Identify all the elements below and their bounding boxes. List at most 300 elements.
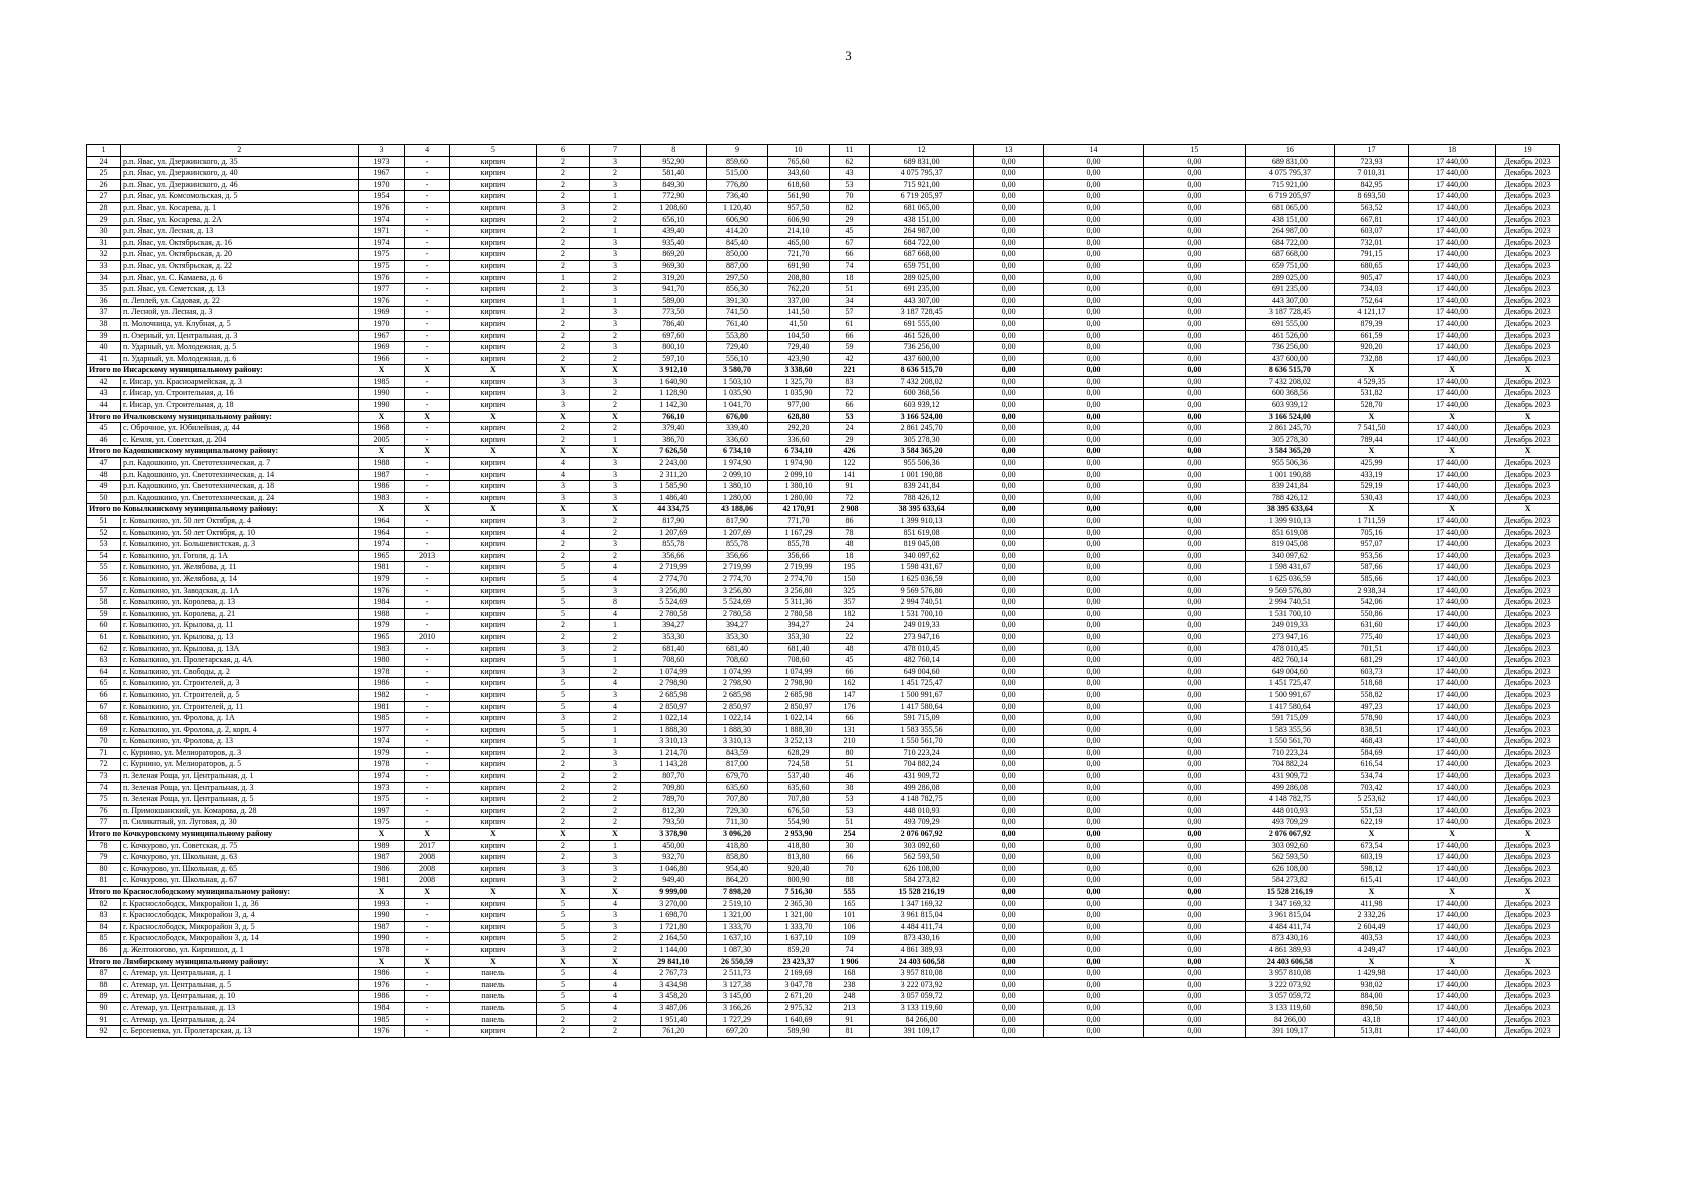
table-cell: 0,00 (974, 353, 1044, 365)
subtotal-cell: 0,00 (1143, 887, 1245, 899)
table-cell: 17 440,00 (1409, 527, 1496, 539)
table-cell: 3 961 815,04 (870, 910, 974, 922)
table-cell: 38 (87, 318, 121, 330)
table-cell: 443 307,00 (870, 295, 974, 307)
table-cell: 17 440,00 (1409, 782, 1496, 794)
table-cell: 772,90 (640, 191, 706, 203)
table-cell: - (405, 156, 450, 168)
table-cell: 0,00 (1143, 747, 1245, 759)
table-cell: 3 458,20 (640, 991, 706, 1003)
table-cell: г. Ковылкино, ул. 50 лет Октября, д. 4 (120, 516, 358, 528)
table-cell: 603,19 (1334, 852, 1408, 864)
table-cell: Декабрь 2023 (1496, 840, 1560, 852)
table-cell: 5 (536, 724, 589, 736)
table-cell: 86 (829, 516, 869, 528)
subtotal-cell: 0,00 (1143, 829, 1245, 841)
table-cell: 0,00 (1143, 527, 1245, 539)
subtotal-row (87, 504, 1560, 516)
table-cell: 800,90 (768, 875, 830, 887)
table-cell: 0,00 (1044, 284, 1144, 296)
table-cell: 72 (829, 492, 869, 504)
table-cell: 131 (829, 724, 869, 736)
table-cell: 17 440,00 (1409, 376, 1496, 388)
table-cell: 1 727,29 (706, 1014, 768, 1026)
table-cell: 1 022,14 (706, 713, 768, 725)
subtotal-cell: 3 096,20 (706, 829, 768, 841)
subtotal-cell: X (449, 411, 536, 423)
table-cell: 0,00 (1044, 353, 1144, 365)
table-cell: 1 001 190,88 (870, 469, 974, 481)
table-cell: 0,00 (1143, 782, 1245, 794)
subtotal-cell: 8 636 515,70 (1245, 365, 1334, 377)
table-cell: - (405, 191, 450, 203)
table-cell: 584 273,82 (1245, 875, 1334, 887)
table-cell: 1 583 355,56 (1245, 724, 1334, 736)
subtotal-cell: X (536, 411, 589, 423)
table-cell: - (405, 376, 450, 388)
table-cell: 17 440,00 (1409, 1026, 1496, 1038)
table-cell: р.п. Явас, ул. Косарева, д. 1 (120, 202, 358, 214)
table-cell: 1954 (358, 191, 405, 203)
column-number-cell: 18 (1409, 145, 1496, 157)
table-cell: Декабрь 2023 (1496, 539, 1560, 551)
table-cell: 1982 (358, 689, 405, 701)
table-cell: 776,80 (706, 179, 768, 191)
table-cell: 423,90 (768, 353, 830, 365)
table-cell: 425,99 (1334, 458, 1408, 470)
table-cell: 0,00 (1143, 991, 1245, 1003)
subtotal-cell: X (1496, 446, 1560, 458)
table-cell: 0,00 (974, 226, 1044, 238)
subtotal-cell: 2 953,90 (768, 829, 830, 841)
table-cell: 0,00 (974, 794, 1044, 806)
table-cell: 4 529,35 (1334, 376, 1408, 388)
table-cell: р.п. Явас, ул. Октябрьская, д. 16 (120, 237, 358, 249)
table-cell: 1 (589, 295, 640, 307)
table-cell: п. Озерный, ул. Центральная, д. 3 (120, 330, 358, 342)
table-cell: 17 440,00 (1409, 631, 1496, 643)
table-cell: 75 (87, 794, 121, 806)
table-cell: 817,90 (640, 516, 706, 528)
table-cell: 394,27 (640, 620, 706, 632)
table-cell: - (405, 168, 450, 180)
table-cell: 17 440,00 (1409, 747, 1496, 759)
table-cell: 0,00 (1044, 1002, 1144, 1014)
table-cell: - (405, 516, 450, 528)
table-cell: 5 (536, 979, 589, 991)
table-cell: 9 569 576,80 (1245, 585, 1334, 597)
table-cell: Декабрь 2023 (1496, 817, 1560, 829)
table-cell: 676,50 (768, 805, 830, 817)
table-cell: 0,00 (974, 979, 1044, 991)
table-cell: - (405, 898, 450, 910)
table-cell: 17 440,00 (1409, 805, 1496, 817)
table-cell: 703,42 (1334, 782, 1408, 794)
table-cell: 1986 (358, 481, 405, 493)
table-cell: 165 (829, 898, 869, 910)
table-cell: 622,19 (1334, 817, 1408, 829)
table-cell: Декабрь 2023 (1496, 388, 1560, 400)
table-cell: 4 075 795,37 (870, 168, 974, 180)
subtotal-cell: X (358, 887, 405, 899)
table-cell: 379,40 (640, 423, 706, 435)
table-cell: Декабрь 2023 (1496, 295, 1560, 307)
table-cell: 3 (536, 666, 589, 678)
table-row (87, 481, 1560, 493)
table-cell: 4 (589, 968, 640, 980)
table-cell: 949,40 (640, 875, 706, 887)
table-cell: - (405, 979, 450, 991)
table-cell: Декабрь 2023 (1496, 713, 1560, 725)
table-cell: 391 109,17 (1245, 1026, 1334, 1038)
table-row (87, 689, 1560, 701)
table-cell: р.п. Явас, ул. Комсомольская, д. 5 (120, 191, 358, 203)
table-row (87, 284, 1560, 296)
subtotal-cell: X (449, 956, 536, 968)
table-cell: 851 619,08 (1245, 527, 1334, 539)
table-cell: 2 (536, 550, 589, 562)
subtotal-cell: 0,00 (1044, 446, 1144, 458)
table-cell: 812,30 (640, 805, 706, 817)
table-cell: 17 440,00 (1409, 794, 1496, 806)
table-cell: 1 (589, 191, 640, 203)
table-cell: Декабрь 2023 (1496, 1002, 1560, 1014)
subtotal-cell: 0,00 (974, 446, 1044, 458)
table-cell: - (405, 817, 450, 829)
table-cell: 2 (536, 307, 589, 319)
table-cell: 3 (536, 944, 589, 956)
table-cell: 584,69 (1334, 747, 1408, 759)
table-cell: 2 (536, 330, 589, 342)
table-cell: 5 (536, 597, 589, 609)
table-cell: 17 440,00 (1409, 678, 1496, 690)
table-cell: 1 451 725,47 (1245, 678, 1334, 690)
table-cell: 437 600,00 (1245, 353, 1334, 365)
table-cell: Декабрь 2023 (1496, 1014, 1560, 1026)
table-cell: 3 133 119,60 (870, 1002, 974, 1014)
table-cell: 2 (589, 794, 640, 806)
table-row (87, 272, 1560, 284)
table-cell: 0,00 (1143, 342, 1245, 354)
subtotal-cell: 0,00 (1143, 411, 1245, 423)
table-cell: 305 278,30 (870, 434, 974, 446)
table-cell: кирпич (449, 202, 536, 214)
table-cell: 3 (589, 284, 640, 296)
table-cell: 122 (829, 458, 869, 470)
table-cell: 0,00 (1143, 863, 1245, 875)
table-cell: кирпич (449, 597, 536, 609)
table-cell: Декабрь 2023 (1496, 898, 1560, 910)
table-cell: 0,00 (974, 562, 1044, 574)
table-cell: 61 (829, 318, 869, 330)
table-cell: - (405, 202, 450, 214)
table-cell: кирпич (449, 724, 536, 736)
table-cell: 649 004,60 (1245, 666, 1334, 678)
table-cell: 2 604,49 (1334, 921, 1408, 933)
table-cell: 1970 (358, 318, 405, 330)
table-cell: 0,00 (974, 759, 1044, 771)
column-number-cell: 7 (589, 145, 640, 157)
table-cell: 303 092,60 (1245, 840, 1334, 852)
table-cell: 635,60 (768, 782, 830, 794)
table-cell: Декабрь 2023 (1496, 678, 1560, 690)
table-cell: Декабрь 2023 (1496, 794, 1560, 806)
table-cell: 4 (536, 469, 589, 481)
table-cell: 3 187 728,45 (870, 307, 974, 319)
table-cell: 57 (87, 585, 121, 597)
subtotal-cell: 42 170,91 (768, 504, 830, 516)
table-cell: 59 (829, 342, 869, 354)
table-row (87, 226, 1560, 238)
table-row (87, 388, 1560, 400)
subtotal-cell: X (589, 411, 640, 423)
table-cell: 2 (589, 944, 640, 956)
table-cell: 953,56 (1334, 550, 1408, 562)
table-cell: 1 041,70 (706, 400, 768, 412)
table-row (87, 852, 1560, 864)
table-cell: 0,00 (1143, 898, 1245, 910)
table-cell: 45 (829, 655, 869, 667)
subtotal-cell: 676,00 (706, 411, 768, 423)
table-cell: Декабрь 2023 (1496, 863, 1560, 875)
table-cell: 51 (87, 516, 121, 528)
table-cell: кирпич (449, 852, 536, 864)
table-cell: г. Ковылкино, ул. Желябова, д. 11 (120, 562, 358, 574)
table-cell: 3 (589, 260, 640, 272)
table-cell: 1 347 169,32 (870, 898, 974, 910)
table-cell: кирпич (449, 249, 536, 261)
table-row (87, 237, 1560, 249)
table-cell: 2 (536, 759, 589, 771)
table-cell: 3 222 073,92 (1245, 979, 1334, 991)
table-cell: 0,00 (974, 852, 1044, 864)
table-cell: 431 909,72 (1245, 771, 1334, 783)
table-cell: 1 347 169,32 (1245, 898, 1334, 910)
table-cell: Декабрь 2023 (1496, 968, 1560, 980)
table-cell: 773,50 (640, 307, 706, 319)
table-row (87, 631, 1560, 643)
table-cell: 80 (87, 863, 121, 875)
table-cell: 729,30 (706, 805, 768, 817)
table-cell: 1989 (358, 840, 405, 852)
table-cell: 0,00 (1044, 910, 1144, 922)
table-cell: - (405, 434, 450, 446)
table-cell: 37 (87, 307, 121, 319)
table-cell: 1988 (358, 458, 405, 470)
subtotal-label: Итого по Ичалковскому муниципальному району: (87, 411, 359, 423)
table-cell: 4 249,47 (1334, 944, 1408, 956)
table-cell: 667,81 (1334, 214, 1408, 226)
table-cell: п. Ударный, ул. Молодежная, д. 5 (120, 342, 358, 354)
table-cell: 17 440,00 (1409, 979, 1496, 991)
table-cell: 528,70 (1334, 400, 1408, 412)
table-cell: 2 685,98 (768, 689, 830, 701)
subtotal-cell: X (358, 365, 405, 377)
table-cell: кирпич (449, 921, 536, 933)
table-cell: 905,47 (1334, 272, 1408, 284)
table-cell: 182 (829, 608, 869, 620)
table-cell: п. Силикатный, ул. Луговая, д. 30 (120, 817, 358, 829)
table-cell: 1987 (358, 469, 405, 481)
table-cell: 0,00 (974, 539, 1044, 551)
table-row (87, 191, 1560, 203)
table-cell: 33 (87, 260, 121, 272)
table-cell: 1975 (358, 249, 405, 261)
table-cell: 2 511,73 (706, 968, 768, 980)
subtotal-cell: X (1409, 504, 1496, 516)
table-cell: 305 278,30 (1245, 434, 1334, 446)
table-cell: 1974 (358, 736, 405, 748)
table-cell: 31 (87, 237, 121, 249)
table-cell: 1 451 725,47 (870, 678, 974, 690)
table-cell: 932,70 (640, 852, 706, 864)
table-cell: 17 440,00 (1409, 342, 1496, 354)
table-cell: 3 (589, 747, 640, 759)
table-cell: 0,00 (1044, 249, 1144, 261)
table-cell: кирпич (449, 307, 536, 319)
table-cell: 1 531 700,10 (1245, 608, 1334, 620)
table-cell: Декабрь 2023 (1496, 585, 1560, 597)
subtotal-cell: 766,10 (640, 411, 706, 423)
table-row (87, 330, 1560, 342)
table-cell: 1979 (358, 573, 405, 585)
table-cell: 562 593,50 (1245, 852, 1334, 864)
table-cell: 0,00 (1044, 898, 1144, 910)
subtotal-cell: X (589, 365, 640, 377)
table-cell: 249 019,33 (1245, 620, 1334, 632)
table-cell: 819 045,08 (870, 539, 974, 551)
subtotal-label: Итого по Инсарскому муниципальному району: (87, 365, 359, 377)
table-cell: г. Инсар, ул. Строительная, д. 16 (120, 388, 358, 400)
table-cell: 1 022,14 (768, 713, 830, 725)
table-cell: 691 235,00 (1245, 284, 1334, 296)
table-cell: 2 (536, 342, 589, 354)
table-cell: 0,00 (974, 434, 1044, 446)
table-row (87, 620, 1560, 632)
table-cell: 553,80 (706, 330, 768, 342)
table-cell: 1973 (358, 156, 405, 168)
table-cell: 2 774,70 (706, 573, 768, 585)
table-cell: 957,07 (1334, 539, 1408, 551)
table-cell: 705,16 (1334, 527, 1408, 539)
table-cell: 499 286,08 (1245, 782, 1334, 794)
subtotal-cell: 3 378,90 (640, 829, 706, 841)
table-cell: 584 273,82 (870, 875, 974, 887)
subtotal-cell: X (358, 829, 405, 841)
table-cell: 626 108,00 (870, 863, 974, 875)
table-cell: - (405, 307, 450, 319)
table-cell: 765,60 (768, 156, 830, 168)
table-cell: 343,60 (768, 168, 830, 180)
table-row (87, 782, 1560, 794)
table-cell: 0,00 (1143, 481, 1245, 493)
table-cell: 1979 (358, 747, 405, 759)
table-cell: 1 721,80 (640, 921, 706, 933)
table-cell: Декабрь 2023 (1496, 423, 1560, 435)
table-cell: Декабрь 2023 (1496, 191, 1560, 203)
table-cell: п. Примокшанский, ул. Комарова, д. 28 (120, 805, 358, 817)
table-cell: 1 022,14 (640, 713, 706, 725)
table-cell: 684 722,00 (1245, 237, 1334, 249)
table-cell: 1 001 190,88 (1245, 469, 1334, 481)
table-cell: 51 (829, 284, 869, 296)
table-cell: 0,00 (1044, 620, 1144, 632)
table-cell: 1975 (358, 794, 405, 806)
table-cell: 0,00 (1044, 979, 1144, 991)
table-cell: 46 (87, 434, 121, 446)
table-cell: 606,90 (768, 214, 830, 226)
table-cell: 88 (829, 875, 869, 887)
subtotal-cell: X (449, 446, 536, 458)
table-cell: 0,00 (1044, 469, 1144, 481)
table-cell: 1 503,10 (706, 376, 768, 388)
table-cell: 2 332,26 (1334, 910, 1408, 922)
table-cell: 0,00 (974, 214, 1044, 226)
table-cell: Декабрь 2023 (1496, 910, 1560, 922)
table-cell: 2 (536, 226, 589, 238)
table-cell: 1 333,70 (768, 921, 830, 933)
table-cell: 0,00 (974, 191, 1044, 203)
table-cell: 292,20 (768, 423, 830, 435)
table-cell: 817,90 (706, 516, 768, 528)
subtotal-cell: 7 516,30 (768, 887, 830, 899)
table-cell: 603 939,12 (1245, 400, 1334, 412)
table-cell: 0,00 (1143, 921, 1245, 933)
table-cell: 0,00 (974, 516, 1044, 528)
table-cell: 687 668,00 (1245, 249, 1334, 261)
table-cell: 391 109,17 (870, 1026, 974, 1038)
table-cell: 761,40 (706, 318, 768, 330)
table-cell: Декабрь 2023 (1496, 643, 1560, 655)
table-cell: 81 (829, 1026, 869, 1038)
table-cell: Декабрь 2023 (1496, 562, 1560, 574)
table-cell: 955 506,36 (1245, 458, 1334, 470)
table-cell: 478 010,45 (870, 643, 974, 655)
table-cell: 438 151,00 (1245, 214, 1334, 226)
table-cell: 2 (589, 933, 640, 945)
subtotal-cell: X (405, 365, 450, 377)
table-header (87, 145, 1560, 157)
table-cell: 17 440,00 (1409, 713, 1496, 725)
table-cell: 1 583 355,56 (870, 724, 974, 736)
table-cell: 66 (829, 852, 869, 864)
table-cell: кирпич (449, 562, 536, 574)
table-cell: - (405, 666, 450, 678)
table-cell: 3 270,00 (640, 898, 706, 910)
table-cell: 659 751,00 (870, 260, 974, 272)
table-cell: 2 (536, 840, 589, 852)
table-cell: 0,00 (1143, 724, 1245, 736)
table-cell: - (405, 237, 450, 249)
table-cell: 461 526,00 (870, 330, 974, 342)
table-cell: 542,06 (1334, 597, 1408, 609)
table-cell: 17 440,00 (1409, 458, 1496, 470)
table-cell: 5 (536, 585, 589, 597)
table-cell: 0,00 (1143, 666, 1245, 678)
table-cell: 0,00 (1044, 260, 1144, 272)
table-cell: 0,00 (1143, 933, 1245, 945)
subtotal-cell: 3 166 524,00 (1245, 411, 1334, 423)
table-cell: 813,80 (768, 852, 830, 864)
table-cell: - (405, 423, 450, 435)
table-cell: 858,80 (706, 852, 768, 864)
table-cell: 0,00 (974, 237, 1044, 249)
subtotal-row (87, 446, 1560, 458)
table-cell: 17 440,00 (1409, 492, 1496, 504)
table-cell: 589,00 (640, 295, 706, 307)
table-cell: 1983 (358, 643, 405, 655)
table-cell: 0,00 (974, 782, 1044, 794)
